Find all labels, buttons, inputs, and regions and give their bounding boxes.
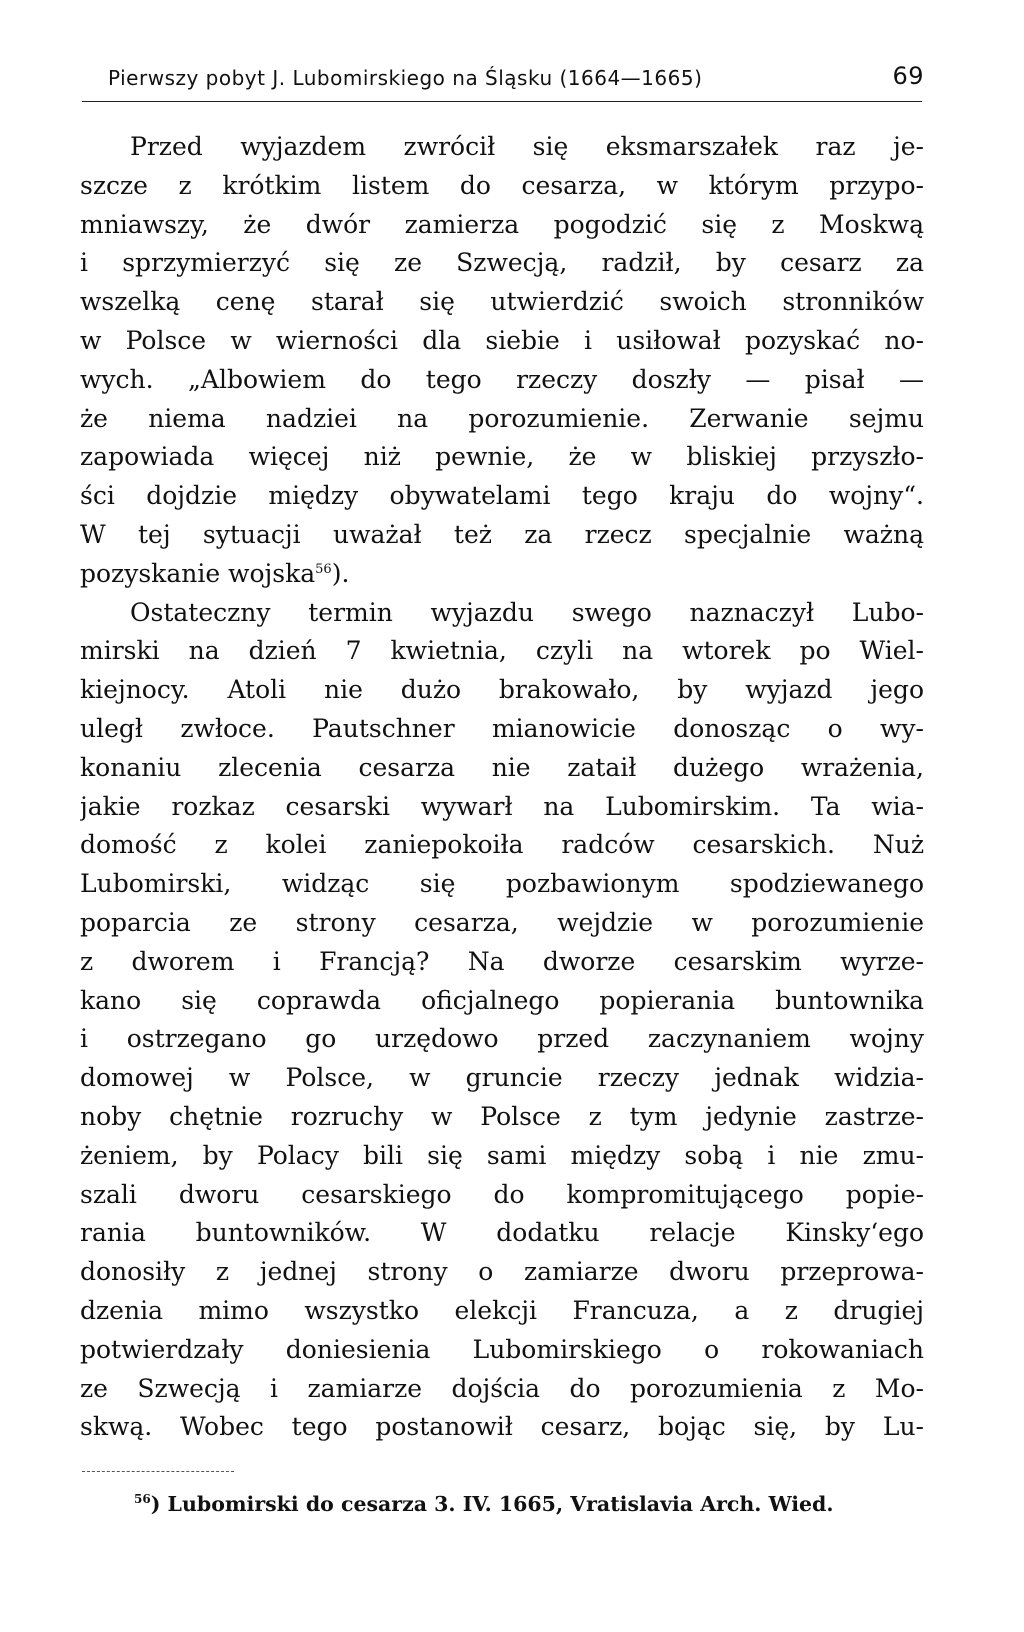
footnote-reference[interactable]: 56 (315, 561, 332, 577)
text-line: donosiły z jednej strony o zamiarze dworu przeprowa- (80, 1257, 924, 1287)
text-line: mniawszy, że dwór zamierza pogodzić się z Moskwą (80, 209, 924, 239)
page-number: 69 (892, 62, 924, 90)
text-line: żeniem, by Polacy bili się sami między sobą i nie zmu- (80, 1140, 924, 1170)
header-rule (82, 101, 922, 102)
footnote-reference-suffix: ). (331, 558, 350, 588)
text-line: W tej sytuacji uważał też za rzecz specjalnie ważną (80, 519, 924, 549)
text-line: skwą. Wobec tego postanowił cesarz, bojąc się, by Lu- (80, 1412, 924, 1442)
text-line: konaniu zlecenia cesarza nie zataił dużego wrażenia, (80, 752, 924, 782)
text-line: dzenia mimo wszystko elekcji Francuza, a z drugiej (80, 1295, 924, 1325)
text-line: w Polsce w wierności dla siebie i usiłował pozyskać no- (80, 325, 924, 355)
text-line: poparcia ze strony cesarza, wejdzie w porozumienie (80, 907, 924, 937)
text-line: i ostrzegano go urzędowo przed zaczynaniem wojny (80, 1024, 924, 1054)
text-line: że niema nadziei na porozumienie. Zerwanie sejmu (80, 403, 924, 433)
text-line: potwierdzały doniesienia Lubomirskiego o rokowaniach (80, 1334, 924, 1364)
text-line: kiejnocy. Atoli nie dużo brakowało, by wyjazd jego (80, 675, 924, 705)
running-title: Pierwszy pobyt J. Lubomirskiego na Śląsku (1664—1665) (108, 66, 703, 90)
text-line: uległ zwłoce. Pautschner mianowicie donosząc o wy- (80, 713, 924, 743)
text-line: ści dojdzie między obywatelami tego kraju do wojny“. (80, 481, 924, 511)
footnote-rule (82, 1471, 234, 1472)
text-line-content: pozyskanie wojska (80, 558, 316, 588)
text-line: ze Szwecją i zamiarze dojścia do porozumienia z Mo- (80, 1373, 924, 1403)
footnote (134, 1492, 926, 1516)
text-line: domość z kolei zaniepokoiła radców cesarskich. Nuż (80, 830, 924, 860)
text-line: noby chętnie rozruchy w Polsce z tym jedynie zastrze- (80, 1101, 924, 1131)
body-text (80, 128, 924, 1447)
text-line: i sprzymierzyć się ze Szwecją, radził, by cesarz za (80, 248, 924, 278)
footnote-marker: 56 (134, 1492, 151, 1506)
text-line: domowej w Polsce, w gruncie rzeczy jednak widzia- (80, 1063, 924, 1093)
text-line: kano się coprawda oficjalnego popierania buntownika (80, 985, 924, 1015)
text-line: zapowiada więcej niż pewnie, że w bliskiej przyszło- (80, 442, 924, 472)
text-line-with-footnote-ref (80, 555, 924, 594)
text-line: rania buntowników. W dodatku relacje Kinsky‘ego (80, 1218, 924, 1248)
page-header (108, 60, 926, 100)
text-line: Ostateczny termin wyjazdu swego naznaczył Lubo- (130, 597, 924, 627)
text-line: mirski na dzień 7 kwietnia, czyli na wtorek po Wiel- (80, 636, 924, 666)
footnote-text: ) Lubomirski do cesarza 3. IV. 1665, Vratislavia Arch. Wied. (150, 1492, 834, 1516)
text-line: wych. „Albowiem do tego rzeczy doszły — pisał — (80, 364, 924, 394)
text-line: z dworem i Francją? Na dworze cesarskim wyrze- (80, 946, 924, 976)
text-line: Lubomirski, widząc się pozbawionym spodziewanego (80, 869, 924, 899)
text-line: Przed wyjazdem zwrócił się eksmarszałek raz je- (130, 132, 924, 161)
text-line: jakie rozkaz cesarski wywarł na Lubomirskim. Ta wia- (80, 791, 924, 821)
text-line: szali dworu cesarskiego do kompromitującego popie- (80, 1179, 924, 1209)
text-line: szcze z krótkim listem do cesarza, w którym przypo- (80, 170, 924, 200)
text-line: wszelką cenę starał się utwierdzić swoich stronników (80, 287, 924, 317)
